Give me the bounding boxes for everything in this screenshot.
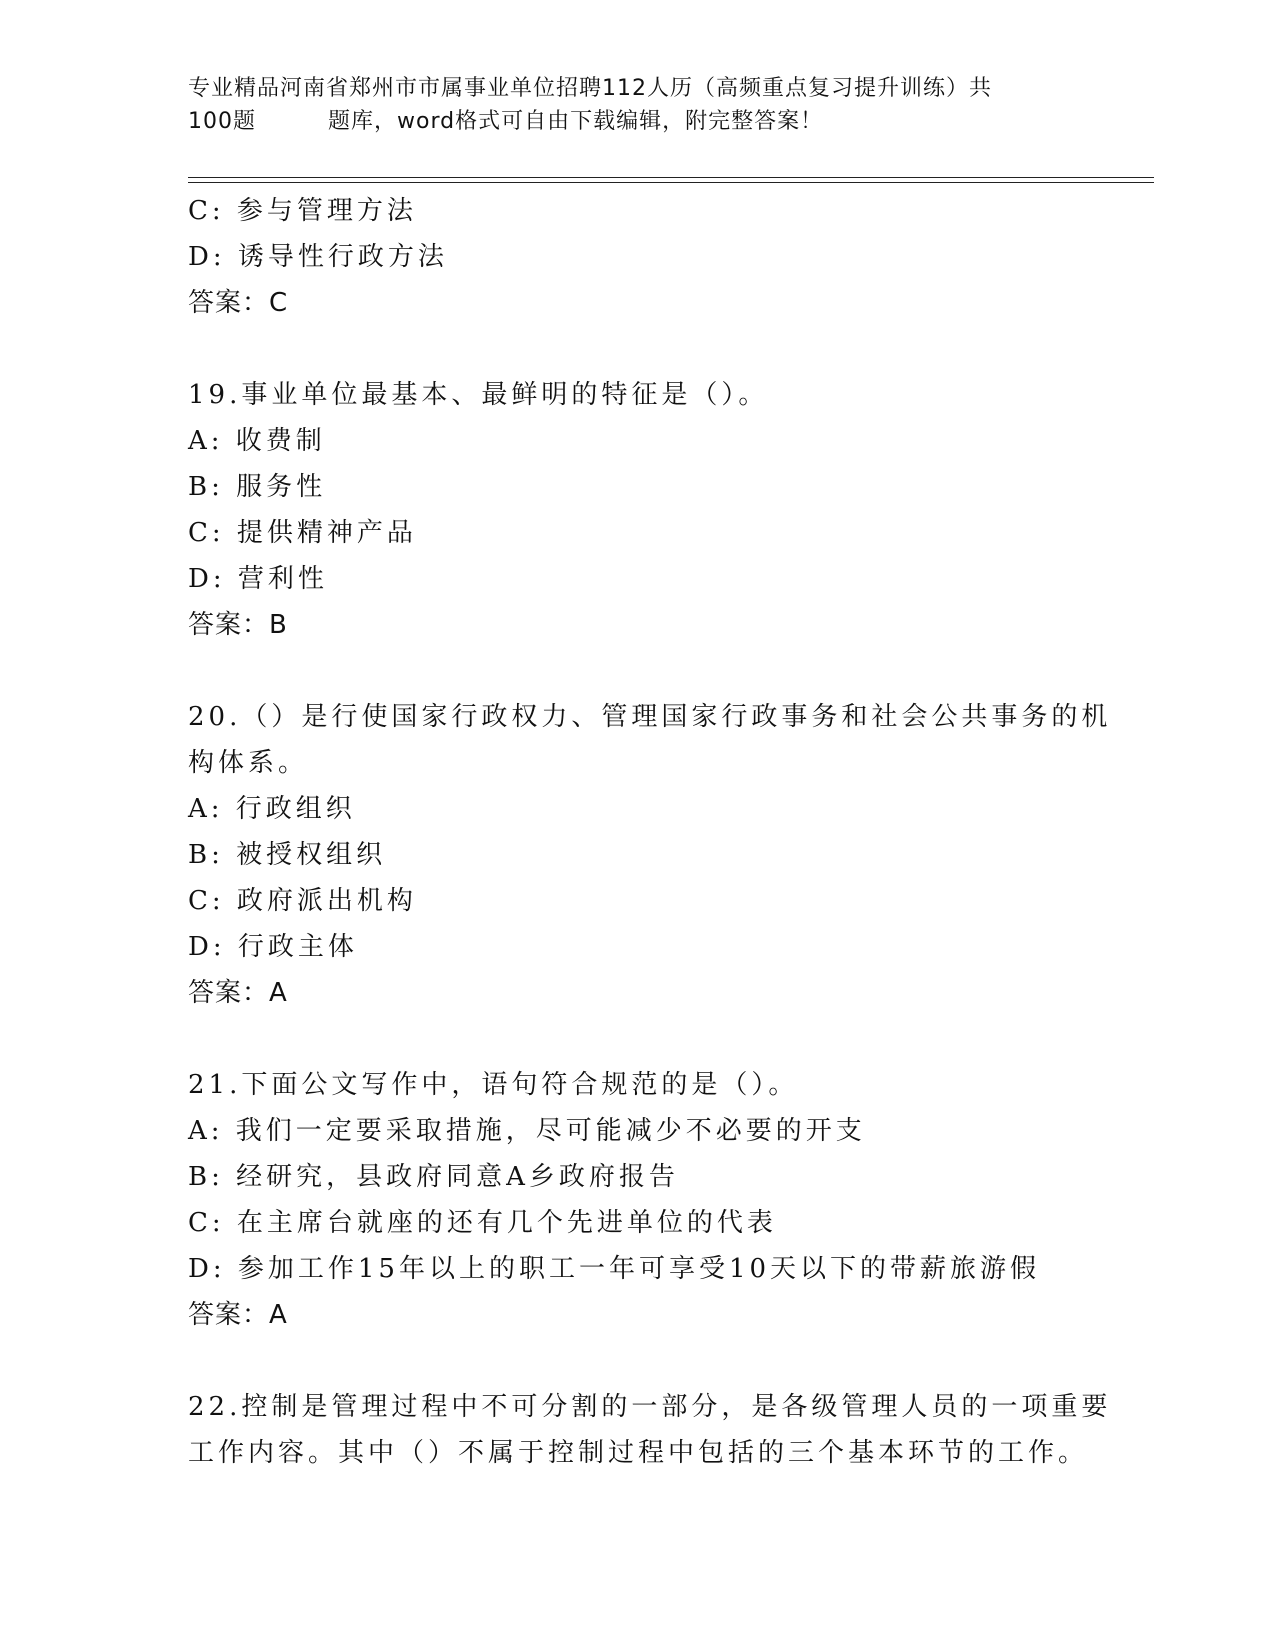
question-stem: 19.事业单位最基本、最鲜明的特征是（）。 — [188, 380, 769, 410]
option-b: B: 服务性 — [188, 472, 327, 502]
option-d: D: 参加工作15年以上的职工一年可享受10天以下的带薪旅游假 — [188, 1254, 1041, 1284]
option-d: D: 营利性 — [188, 564, 328, 594]
header-count: 100题 — [188, 109, 256, 134]
question-stem-line2: 构体系。 — [188, 748, 309, 778]
option-c: C: 提供精神产品 — [188, 518, 417, 548]
question-21 — [188, 1062, 1088, 1338]
option-d: D: 行政主体 — [188, 932, 358, 962]
option-c: C: 在主席台就座的还有几个先进单位的代表 — [188, 1208, 777, 1238]
question-list — [188, 188, 1112, 1476]
answer: 答案：B — [188, 610, 288, 640]
spacer — [188, 1016, 1088, 1062]
option-b: B: 经研究，县政府同意A乡政府报告 — [188, 1162, 679, 1192]
option-c: C: 政府派出机构 — [188, 886, 417, 916]
question-22 — [188, 1384, 1112, 1476]
question-19 — [188, 372, 1088, 648]
header-title-line1: 专业精品河南省郑州市市属事业单位招聘112人历（高频重点复习提升训练）共 — [188, 76, 992, 101]
spacer — [188, 1338, 1088, 1384]
question-stem-line2: 工作内容。其中（）不属于控制过程中包括的三个基本环节的工作。 — [188, 1438, 1089, 1468]
header-divider-top — [188, 177, 1154, 178]
option-d: D: 诱导性行政方法 — [188, 242, 448, 272]
question-18-tail — [188, 188, 1088, 326]
header-divider-bottom — [188, 182, 1154, 183]
option-a: A: 行政组织 — [188, 794, 356, 824]
document-header — [188, 72, 1088, 138]
answer: 答案：C — [188, 288, 289, 318]
spacer — [188, 326, 1088, 372]
answer: 答案：A — [188, 978, 288, 1008]
spacer — [188, 648, 1088, 694]
question-20 — [188, 694, 1112, 1016]
header-title-line2 — [188, 105, 1088, 138]
header-description: 题库，word格式可自由下载编辑，附完整答案！ — [328, 109, 824, 134]
question-stem: 21.下面公文写作中，语句符合规范的是（）。 — [188, 1070, 799, 1100]
answer: 答案：A — [188, 1300, 288, 1330]
question-stem-line1: 22.控制是管理过程中不可分割的一部分，是各级管理人员的一项重要 — [188, 1392, 1112, 1422]
option-c: C: 参与管理方法 — [188, 196, 417, 226]
question-stem-line1: 20.（）是行使国家行政权力、管理国家行政事务和社会公共事务的机 — [188, 702, 1112, 732]
option-a: A: 收费制 — [188, 426, 326, 456]
option-a: A: 我们一定要采取措施，尽可能减少不必要的开支 — [188, 1116, 866, 1146]
option-b: B: 被授权组织 — [188, 840, 387, 870]
